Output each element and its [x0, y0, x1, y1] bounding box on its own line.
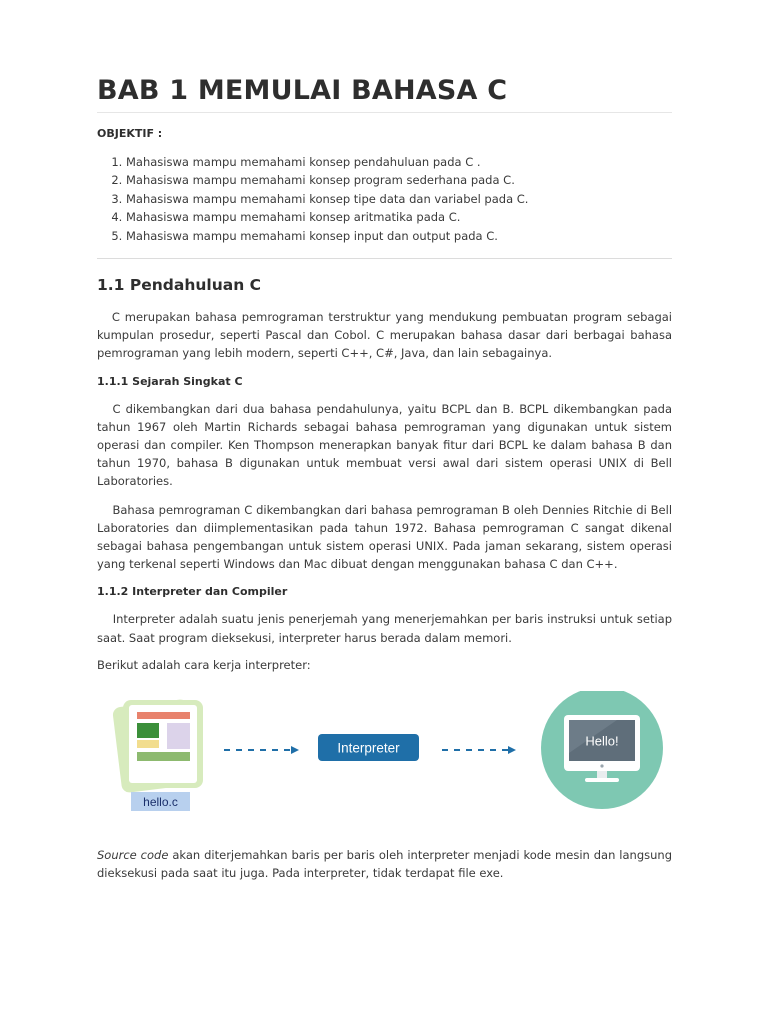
arrow-icon	[224, 746, 299, 754]
document-content	[97, 72, 672, 882]
section-heading-1-1-2: 1.1.2 Interpreter dan Compiler	[97, 585, 288, 599]
objektif-label: OBJEKTIF :	[97, 127, 163, 140]
objective-item: 2. Mahasiswa mampu memahami konsep program sederhana pada C.	[126, 171, 672, 189]
source-code-term: Source code	[97, 848, 169, 863]
objective-item: 1. Mahasiswa mampu memahami konsep pendahuluan pada C .	[126, 153, 672, 171]
interpreter-diagram-svg	[97, 691, 672, 831]
paragraph-berikut: Berikut adalah cara kerja interpreter:	[97, 657, 311, 672]
objective-item: 4. Mahasiswa mampu memahami konsep aritmatika pada C.	[126, 208, 672, 226]
objectives-list	[97, 153, 672, 245]
file-label: hello.c	[143, 795, 178, 810]
monitor-text: Hello!	[585, 733, 619, 749]
interpreter-diagram	[97, 691, 672, 831]
arrow-icon	[442, 746, 516, 754]
objective-item: 3. Mahasiswa mampu memahami konsep tipe data dan variabel pada C.	[126, 190, 672, 208]
monitor-icon	[541, 691, 663, 809]
paragraph-sejarah-1: C dikembangkan dari dua bahasa pendahulunya, yaitu BCPL dan B. BCPL dikembangkan pada tahun 1967 oleh Martin Richards sebagai bahasa pemrograman yang digunakan untuk sistem operasi dan compiler. Ken Thompson menerapkan banyak fitur dari BCPL ke dalam bahasa B dan tahun 1970, bahasa B digunakan untuk membuat versi awal dari sistem operasi UNIX di Bell Laboratories.	[97, 401, 673, 489]
interpreter-label: Interpreter	[337, 740, 400, 756]
source-file-icon	[112, 699, 203, 794]
chapter-title: BAB 1 MEMULAI BAHASA C	[97, 72, 672, 113]
section-heading-1-1-1: 1.1.1 Sejarah Singkat C	[97, 374, 243, 388]
paragraph-source-code: Source code akan diterjemahkan baris per baris oleh interpreter menjadi kode mesin dan langsung dieksekusi pada saat itu juga. Pada interpreter, tidak terdapat file exe.	[97, 848, 672, 881]
section-heading-1-1: 1.1 Pendahuluan C	[97, 276, 261, 295]
paragraph-interpreter: Interpreter adalah suatu jenis penerjemah yang menerjemahkan per baris instruksi untuk setiap saat. Saat program dieksekusi, interpreter harus berada dalam memori.	[97, 612, 672, 645]
paragraph-sejarah-2: Bahasa pemrograman C dikembangkan dari bahasa pemrograman B oleh Dennies Ritchie di Bell Laboratories dan diimplementasikan pada tahun 1972. Bahasa pemrograman C sangat dikenal sebagai bahasa pengembangan untuk sistem operasi UNIX. Pada jaman sekarang, sistem operasi yang terkenal seperti Windows dan Mac dibuat dengan menggunakan bahasa C dan C++.	[97, 502, 673, 572]
paragraph-pendahuluan: C merupakan bahasa pemrograman terstruktur yang mendukung pembuatan program sebagai kumpulan prosedur, seperti Pascal dan Cobol. C merupakan bahasa dasar dari berbagai bahasa pemrograman yang lebih modern, seperti C++, C#, Java, dan lain sebagainya.	[97, 310, 673, 361]
section-divider	[97, 258, 672, 259]
objective-item: 5. Mahasiswa mampu memahami konsep input dan output pada C.	[126, 227, 672, 245]
